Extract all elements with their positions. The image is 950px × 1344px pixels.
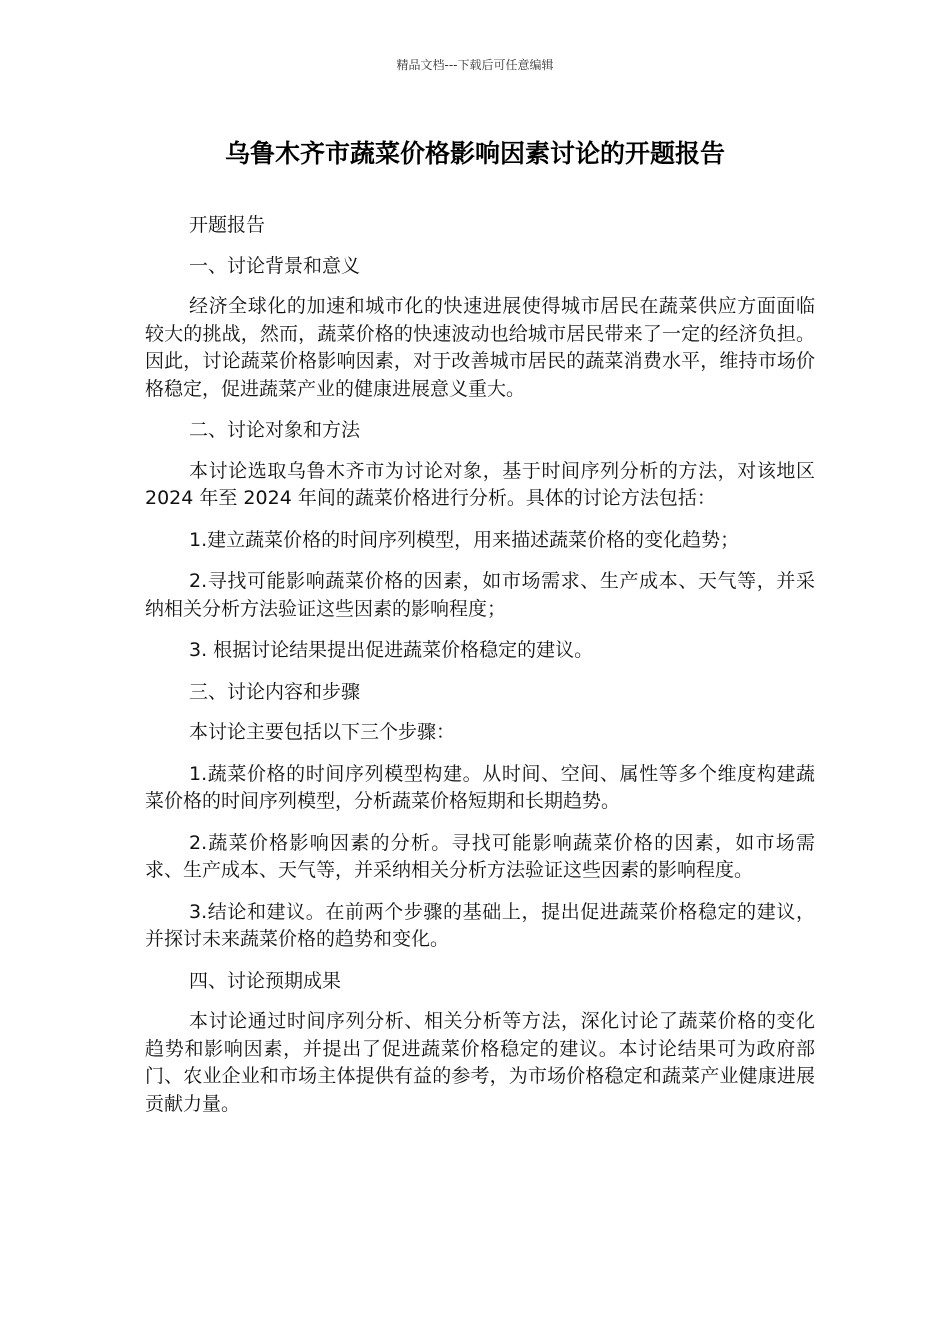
section-1-heading: 一、讨论背景和意义 — [189, 254, 361, 277]
section-4-heading: 四、讨论预期成果 — [189, 969, 342, 992]
section-2-item-1: 1.建立蔬菜价格的时间序列模型，用来描述蔬菜价格的变化趋势； — [189, 528, 740, 551]
section-2-item-3: 3. 根据讨论结果提出促进蔬菜价格稳定的建议。 — [189, 639, 594, 661]
section-2-paragraph: 本讨论选取乌鲁木齐市为讨论对象，基于时间序列分析的方法，对该地区 2024 年至 2024 年间的蔬菜价格进行分析。具体的讨论方法包括： — [145, 459, 815, 509]
section-2-item-2: 2.寻找可能影响蔬菜价格的因素，如市场需求、生产成本、天气等，并采纳相关分析方法验证这些因素的影响程度； — [145, 570, 815, 620]
section-3-paragraph: 本讨论主要包括以下三个步骤： — [189, 721, 456, 743]
section-4-paragraph: 本讨论通过时间序列分析、相关分析等方法，深化讨论了蔬菜价格的变化趋势和影响因素，并提出了促进蔬菜价格稳定的建议。本讨论结果可为政府部门、农业企业和市场主体提供有益的参考，为市场价格稳定和蔬菜产业健康进展贡献力量。 — [145, 1010, 815, 1115]
document-body — [145, 212, 815, 1132]
section-2-heading: 二、讨论对象和方法 — [189, 419, 361, 441]
page-header-watermark: 精品文档---下载后可任意编辑 — [396, 58, 554, 72]
section-3-item-1: 1.蔬菜价格的时间序列模型构建。从时间、空间、属性等多个维度构建蔬菜价格的时间序列模型，分析蔬菜价格短期和长期趋势。 — [145, 762, 815, 812]
report-label: 开题报告 — [189, 214, 266, 236]
section-1-paragraph: 经济全球化的加速和城市化的快速进展使得城市居民在蔬菜供应方面面临较大的挑战，然而，蔬菜价格的快速波动也给城市居民带来了一定的经济负担。因此，讨论蔬菜价格影响因素，对于改善城市居民的蔬菜消费水平，维持市场价格稳定，促进蔬菜产业的健康进展意义重大。 — [145, 295, 815, 400]
section-3-item-2: 2.蔬菜价格影响因素的分析。寻找可能影响蔬菜价格的因素，如市场需求、生产成本、天气等，并采纳相关分析方法验证这些因素的影响程度。 — [145, 831, 815, 881]
section-3-item-3: 3.结论和建议。在前两个步骤的基础上，提出促进蔬菜价格稳定的建议，并探讨未来蔬菜价格的趋势和变化。 — [145, 900, 815, 950]
document-title: 乌鲁木齐市蔬菜价格影响因素讨论的开题报告 — [224, 139, 725, 168]
section-3-heading: 三、讨论内容和步骤 — [189, 680, 361, 703]
